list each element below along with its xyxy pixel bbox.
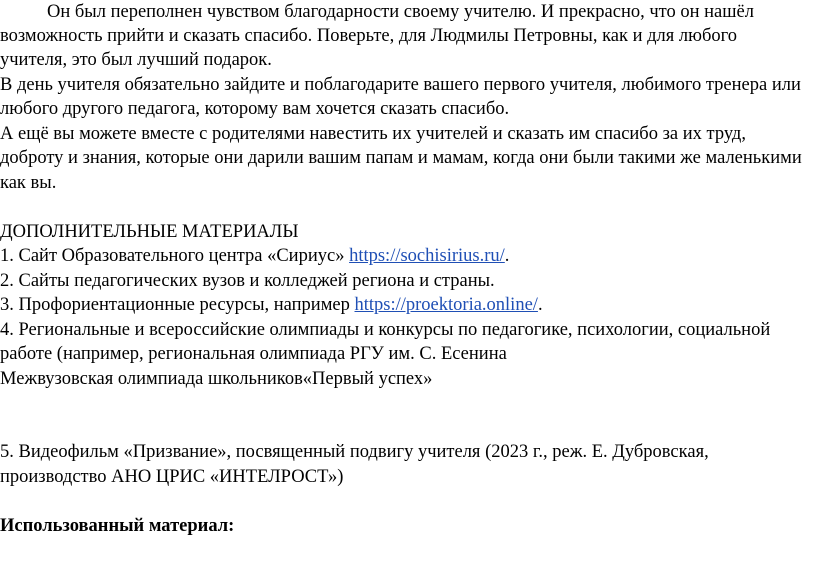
list-item — [0, 293, 543, 318]
paragraph-line: любого другого педагога, которому вам хочется сказать спасибо. — [0, 99, 510, 119]
paragraph-line: учителя, это был лучший подарок. — [0, 50, 272, 70]
list-item-continuation: Межвузовская олимпиада школьников«Первый успех» — [0, 369, 433, 389]
paragraph-line: как вы. — [0, 173, 57, 193]
list-item-text: 1. Сайт Образовательного центра «Сириус» — [0, 246, 350, 266]
paragraph-line: Он был переполнен чувством благодарности своему учителю. И прекрасно, что он нашёл — [47, 2, 754, 22]
materials-heading: ДОПОЛНИТЕЛЬНЫЕ МАТЕРИАЛЫ — [0, 222, 299, 242]
paragraph-line: В день учителя обязательно зайдите и поблагодарите вашего первого учителя, любимого тренера или — [0, 75, 801, 95]
list-item-text: 3. Профориентационные ресурсы, например — [0, 295, 355, 315]
list-item-continuation: работе (например, региональная олимпиада РГУ им. С. Есенина — [0, 344, 507, 364]
paragraph-line: А ещё вы можете вместе с родителями навестить их учителей и сказать им спасибо за их труд, — [0, 124, 746, 144]
list-item: 2. Сайты педагогических вузов и колледжей региона и страны. — [0, 271, 495, 291]
list-item — [0, 244, 509, 269]
paragraph-line: возможность прийти и сказать спасибо. Поверьте, для Людмилы Петровны, как и для любого — [0, 26, 738, 46]
used-material-heading: Использованный материал: — [0, 516, 235, 536]
list-item-continuation: производство АНО ЦРИС «ИНТЕЛРОСТ») — [0, 467, 344, 487]
list-item: 5. Видеофильм «Призвание», посвященный подвигу учителя (2023 г., реж. Е. Дубровская, — [0, 442, 709, 462]
sirius-link[interactable]: https://sochisirius.ru/ — [349, 246, 505, 266]
list-item: 4. Региональные и всероссийские олимпиады и конкурсы по педагогике, психологии, социальной — [0, 320, 771, 340]
proektoria-link[interactable]: https://proektoria.online/ — [354, 295, 538, 315]
list-item-punctuation: . — [537, 295, 543, 315]
list-item-punctuation: . — [504, 246, 510, 266]
paragraph-line: доброту и знания, которые они дарили вашим папам и мамам, когда они были такими же маленькими — [0, 148, 802, 168]
